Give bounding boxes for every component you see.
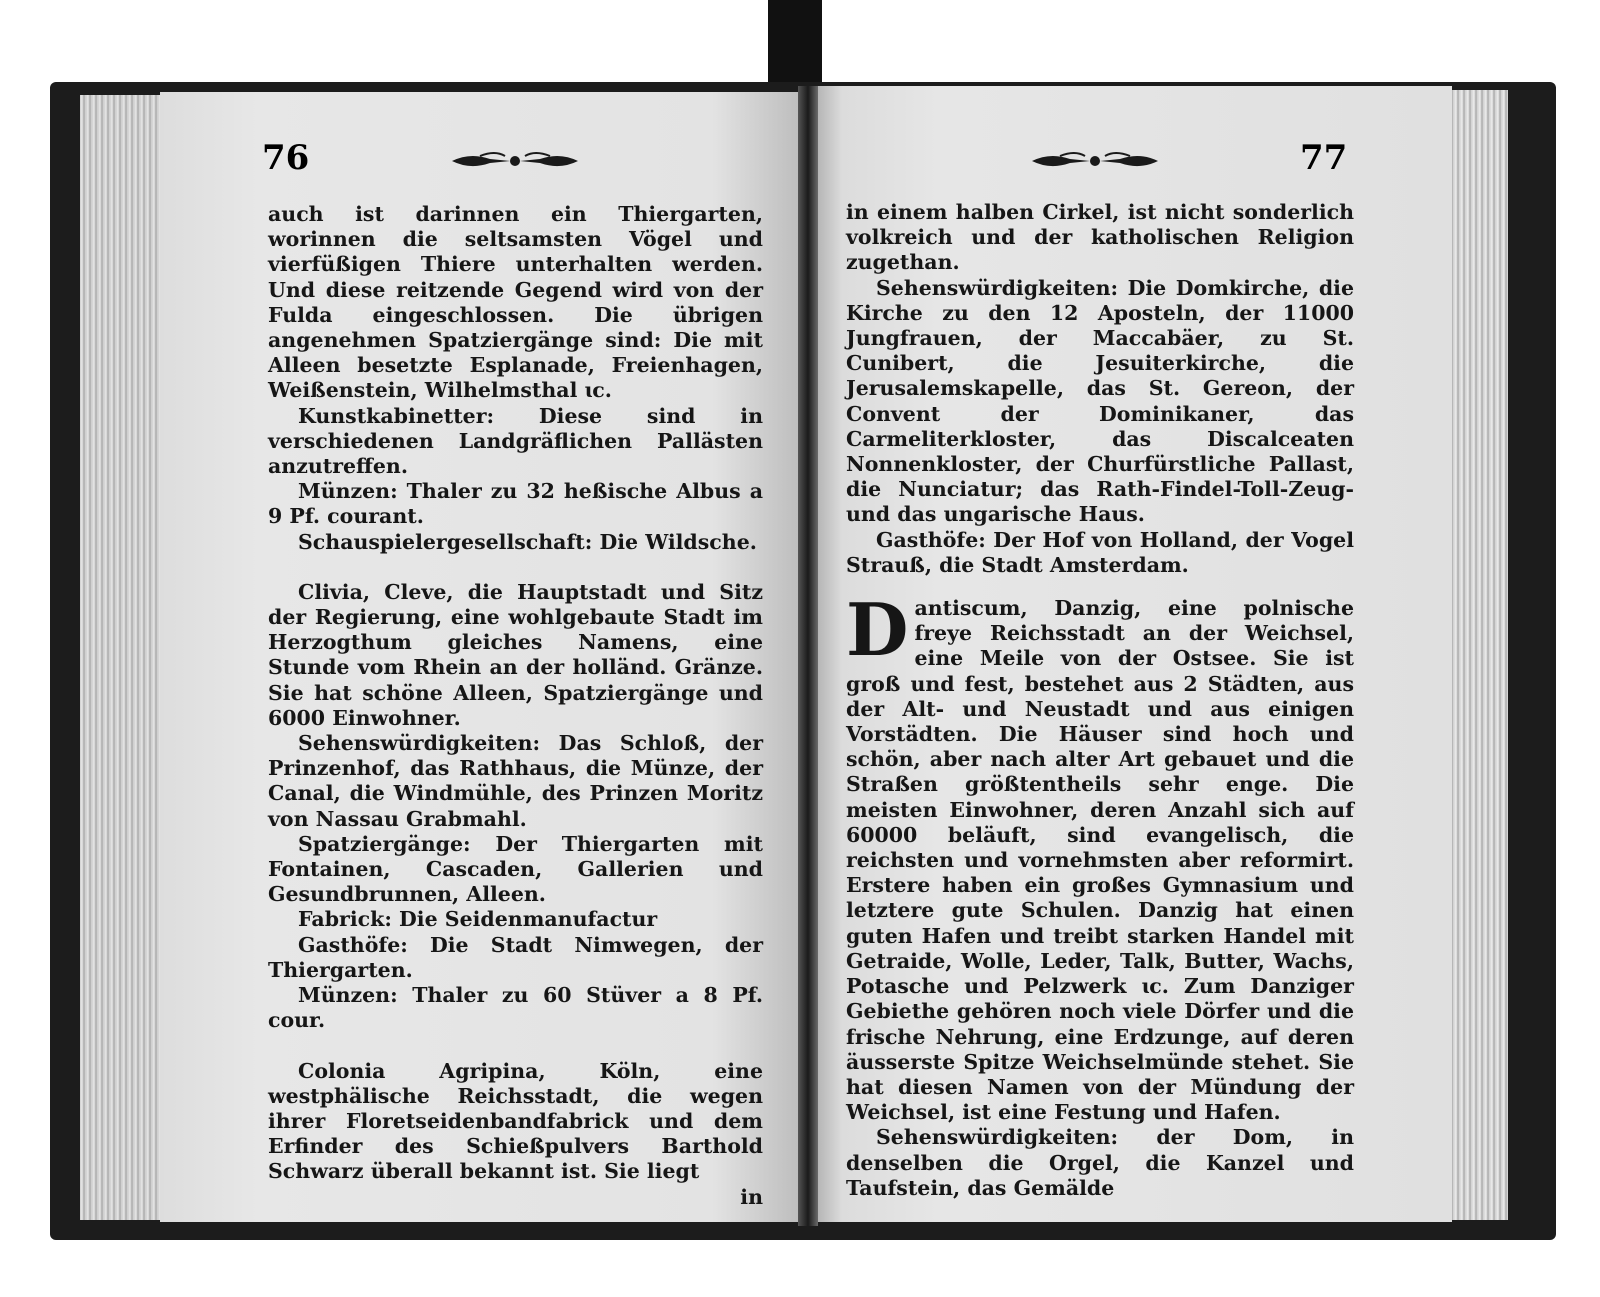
paragraph: Clivia, Cleve, die Hauptstadt und Sitz der Regierung, eine wohlgebaute Stadt im Herzogthum gleiches Namens, eine Stunde vom Rhein an der holländ. Gränze. Sie hat schöne Alleen, Spatziergänge und 6000 Einwohner. (268, 579, 763, 730)
paragraph: Gasthöfe: Der Hof von Holland, der Vogel Strauß, die Stadt Amsterdam. (846, 527, 1354, 577)
paragraph (846, 587, 1354, 1125)
paragraph: Spatziergänge: Der Thiergarten mit Fontainen, Cascaden, Gallerien und Gesundbrunnen, Alleen. (268, 831, 763, 907)
paragraph: Schauspielergesellschaft: Die Wildsche. (298, 529, 757, 554)
drop-cap: D (846, 587, 909, 673)
page-edges-left (80, 95, 170, 1220)
left-page-text (268, 202, 763, 1210)
paragraph: auch ist darinnen ein Thiergarten, worinnen die seltsamsten Vögel und vierfüßigen Thiere unterhalten werden. Und diese reitzende Gegend wird von der Fulda eingeschlossen. Die übrigen angenehmen Spatziergänge sind: Die mit Alleen besetzte Esplanade, Freienhagen, Weißenstein, Wilhelmsthal ɩc. (268, 202, 763, 403)
paragraph-body: antiscum, Danzig, eine polnische freye Reichsstadt an der Weichsel, eine Meile von der Ostsee. Sie ist groß und fest, bestehet aus 2 Städten, aus der Alt- und Neustadt und aus einigen Vorstädten. Die Häuser sind hoch und schön, aber nach alter Art gebauet und die Straßen größtentheils sehr enge. Die meisten Einwohner, deren Anzahl sich auf 60000 beläuft, sind evangelisch, die reichsten und vornehmsten aber reformirt. Erstere haben ein großes Gymnasium und letztere gute Schulen. Danzig hat einen guten Hafen und treibt starken Handel mit Getraide, Wolle, Leder, Talk, Butter, Wachs, Potasche und Pelzwerk ɩc. Zum Danziger Gebiethe gehören noch viele Dörfer und die frische Nehrung, eine Erdzunge, auf deren äusserste Spitze Weichselmünde stehet. Sie hat diesen Namen von der Mündung der Weichsel, ist eine Festung und Hafen. (846, 596, 1354, 1125)
paragraph: Sehenswürdigkeiten: Die Domkirche, die Kirche zu den 12 Aposteln, der 11000 Jungfrauen, der Maccabäer, zu St. Cunibert, die Jesuiterkirche, die Jerusalemskapelle, das St. Gereon, der Convent der Dominikaner, das Carmeliterkloster, das Discalceaten Nonnenkloster, der Churfürstliche Pallast, die Nunciatur; das Rath-Findel-Toll-Zeug- und das ungarische Haus. (846, 275, 1354, 527)
paragraph: Sehenswürdigkeiten: Das Schloß, der Prinzenhof, das Rathhaus, die Münze, der Canal, die Windmühle, des Prinzen Moritz von Nassau Grabmahl. (268, 731, 763, 831)
right-page-text (846, 200, 1354, 1201)
header-ornament-icon-left (450, 150, 580, 172)
book-spine (798, 86, 818, 1226)
paragraph: Fabrick: Die Seidenmanufactur (298, 907, 658, 932)
header-ornament-icon-right (1030, 150, 1160, 172)
paragraph: Münzen: Thaler zu 60 Stüver a 8 Pf. cour. (268, 983, 763, 1033)
paragraph: Münzen: Thaler zu 32 heßische Albus a 9 Pf. courant. (268, 479, 763, 529)
catchword: in (740, 1184, 763, 1209)
paragraph: Colonia Agripina, Köln, eine westphälische Reichsstadt, die wegen ihrer Floretseidenbandfabrick und dem Erfinder des Schießpulvers Barthold Schwarz überall bekannt ist. Sie liegt (268, 1058, 763, 1184)
paragraph: Gasthöfe: Die Stadt Nimwegen, der Thiergarten. (268, 932, 763, 982)
paragraph: Sehenswürdigkeiten: der Dom, in denselben die Orgel, die Kanzel und Taufstein, das Gemälde (846, 1125, 1354, 1200)
paragraph: in einem halben Cirkel, ist nicht sonderlich volkreich und der katholischen Religion zugethan. (846, 200, 1354, 275)
page-number-left: 76 (262, 138, 310, 178)
page-number-right: 77 (1300, 138, 1348, 178)
paragraph: Kunstkabinetter: Diese sind in verschiedenen Landgräflichen Pallästen anzutreffen. (268, 403, 763, 479)
